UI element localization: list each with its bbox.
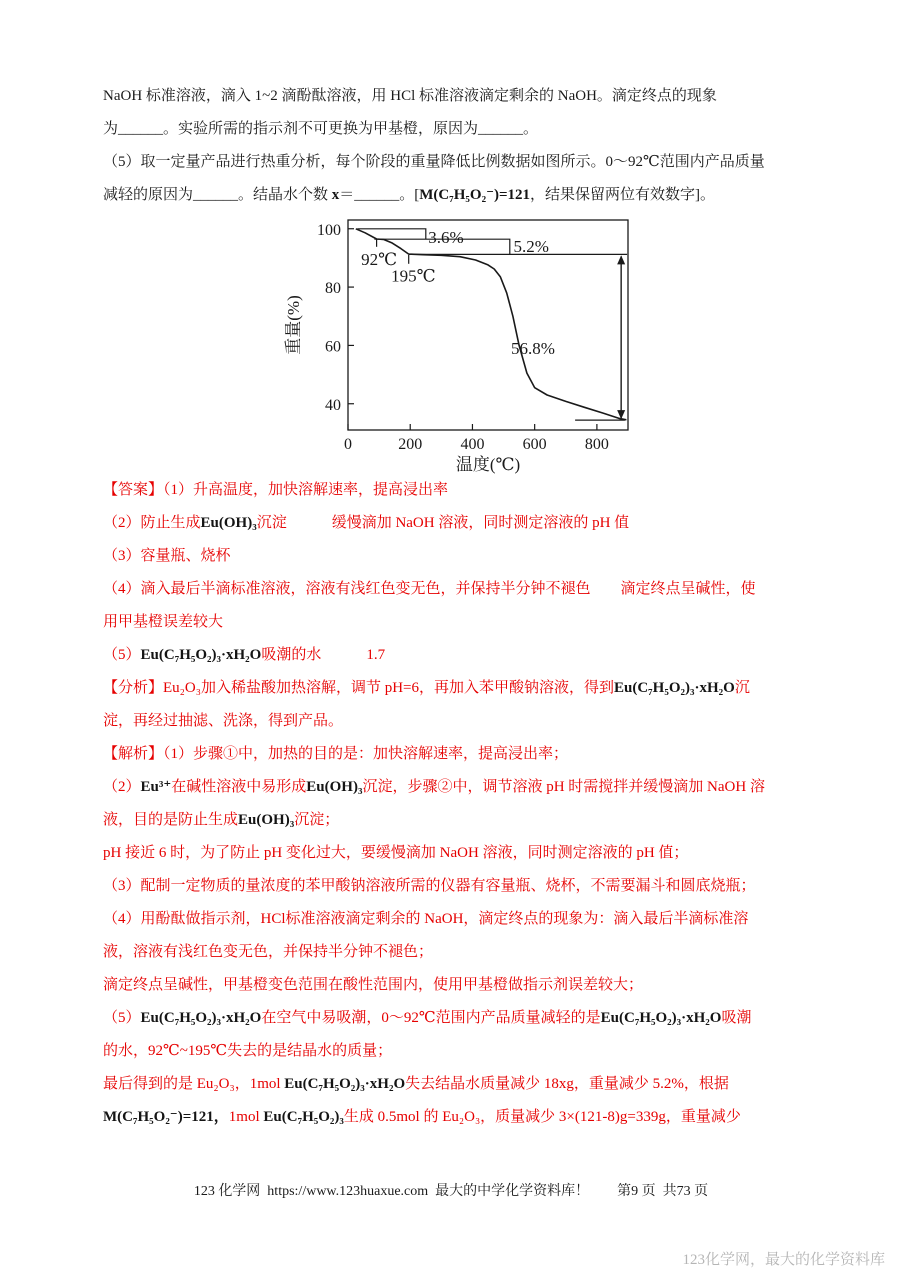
text-segment: 失去结晶水质量减少 18xg，重量减少 5.2%，根据 [405, 1076, 729, 1092]
text-segment: （3）配制一定物质的量浓度的苯甲酸钠溶液所需的仪器有容量瓶、烧杯，不需要漏斗和圆底烧瓶； [103, 878, 756, 894]
y-tick-label: 80 [325, 280, 341, 298]
watermark-text: 123化学网，最大的化学资料库 [682, 1252, 885, 1268]
text-line [103, 672, 815, 705]
text-line [103, 1035, 815, 1068]
tga-chart [283, 214, 693, 476]
text-segment: 【答案】（1）升高温度，加快溶解速率，提高浸出率 [103, 482, 449, 498]
text-segment: 液，目的是防止生成 [103, 812, 239, 828]
text-line [103, 474, 815, 507]
y-tick-label: 100 [317, 221, 341, 239]
chemical-formula: Eu(C₇H₅O₂)₃·xH₂O [600, 1010, 722, 1026]
chemical-formula: x [331, 187, 340, 203]
chemical-formula: Eu(OH)₃ [238, 812, 295, 828]
y-tick-label: 60 [325, 338, 341, 356]
chemical-formula: Eu³⁺ [140, 779, 172, 795]
text-segment: （4）滴入最后半滴标准溶液，溶液有浅红色变无色，并保持半分钟不褪色 滴定终点呈碱性，使 [103, 581, 756, 597]
text-segment: 【分析】Eu₂O₃加入稀盐酸加热溶解，调节 pH=6，再加入苯甲酸钠溶液，得到 [103, 680, 614, 696]
text-segment: 用甲基橙误差较大 [103, 614, 224, 630]
text-segment: 最后得到的是 Eu₂O₃，1mol [103, 1076, 285, 1092]
text-segment: （5） [103, 647, 141, 663]
text-line [103, 738, 815, 771]
text-line [103, 606, 815, 639]
text-segment: 在碱性溶液中易形成 [171, 779, 307, 795]
text-line [103, 113, 815, 146]
text-segment: 沉淀； [294, 812, 340, 828]
text-line [103, 639, 815, 672]
answer-analysis-block [103, 474, 815, 1134]
text-line [103, 573, 815, 606]
annotation-label: 92℃ [361, 250, 398, 270]
text-segment: （2） [103, 779, 141, 795]
text-line [103, 1002, 815, 1035]
x-tick-label: 0 [344, 436, 352, 453]
text-segment: 减轻的原因为______。结晶水个数 [103, 187, 332, 203]
text-line [103, 80, 815, 113]
text-line [103, 146, 815, 179]
y-axis-label: 重量(%) [284, 295, 303, 355]
text-segment: 在空气中易吸潮，0～92℃范围内产品质量减轻的是 [261, 1010, 601, 1026]
text-line [103, 1101, 815, 1134]
text-segment: 吸潮的水 1.7 [261, 647, 386, 663]
text-segment: 液，溶液有浅红色变无色，并保持半分钟不褪色； [103, 944, 434, 960]
text-segment: 为______。实验所需的指示剂不可更换为甲基橙，原因为______。 [103, 121, 539, 137]
text-segment: 沉淀，步骤②中，调节溶液 pH 时需搅拌并缓慢滴加 NaOH 溶 [362, 779, 765, 795]
text-segment: 的水，92℃~195℃失去的是结晶水的质量； [103, 1043, 393, 1059]
text-line [103, 804, 815, 837]
chemical-formula: Eu(C₇H₅O₂)₃·xH₂O [614, 680, 735, 696]
text-line [103, 771, 815, 804]
chemical-formula: Eu(OH)₃ [306, 779, 363, 795]
chemical-formula: ， [213, 1109, 229, 1125]
text-segment: 生成 0.5mol 的 Eu₂O₃，质量减少 3×(121-8)g=339g，重量减少 [343, 1109, 741, 1125]
text-line [103, 903, 815, 936]
text-segment: pH 接近 6 时，为了防止 pH 变化过大，要缓慢滴加 NaOH 溶液，同时测定溶液的 pH 值； [103, 845, 689, 861]
text-segment: 沉淀 缓慢滴加 NaOH 溶液，同时测定溶液的 pH 值 [256, 515, 630, 531]
text-line [103, 179, 815, 212]
text-segment: 淀，再经过抽滤、洗涤，得到产品。 [103, 713, 344, 729]
text-line [103, 540, 815, 573]
page-footer: 123 化学网 https://www.123huaxue.com 最大的中学化学资料库！ 第9 页 共73 页 [193, 1184, 709, 1199]
x-tick-label: 400 [460, 436, 485, 453]
text-segment: NaOH 标准溶液，滴入 1~2 滴酚酞溶液，用 HCl 标准溶液滴定剩余的 NaOH。滴定终点的现象 [103, 88, 717, 104]
text-segment: （5）取一定量产品进行热重分析，每个阶段的重量降低比例数据如图所示。0～92℃范围内产品质量 [103, 154, 765, 170]
chemical-formula: Eu(C₇H₅O₂)₃ [263, 1109, 344, 1125]
x-tick-label: 200 [398, 436, 423, 453]
text-line [103, 837, 815, 870]
text-segment: 沉 [734, 680, 750, 696]
text-line [103, 870, 815, 903]
chemical-formula: Eu(C₇H₅O₂)₃·xH₂O [140, 647, 262, 663]
text-line [103, 936, 815, 969]
chemical-formula: M(C₇H₅O₂⁻)=121 [419, 187, 531, 203]
annotation-label: 56.8% [510, 339, 555, 359]
chemical-formula: M(C₇H₅O₂⁻)=121 [103, 1109, 214, 1125]
chemical-formula: Eu(C₇H₅O₂)₃·xH₂O [140, 1010, 262, 1026]
text-line [103, 969, 815, 1002]
annotation-label: 3.6% [428, 227, 464, 247]
chemical-formula: Eu(C₇H₅O₂)₃·xH₂O [284, 1076, 406, 1092]
text-segment: ＝______。[ [339, 187, 420, 203]
text-segment: 【解析】（1）步骤①中，加热的目的是：加快溶解速率，提高浸出率； [103, 746, 569, 762]
text-segment: （5） [103, 1010, 141, 1026]
chemical-formula: Eu(OH)₃ [200, 515, 257, 531]
arrowhead-up-icon [617, 255, 625, 264]
question-text-block [103, 80, 815, 212]
text-segment: （3）容量瓶、烧杯 [103, 548, 231, 564]
text-line [103, 1068, 815, 1101]
text-segment: 滴定终点呈碱性，甲基橙变色范围在酸性范围内，使用甲基橙做指示剂误差较大； [103, 977, 644, 993]
text-line [103, 507, 815, 540]
text-line [103, 705, 815, 738]
text-segment: 吸潮 [721, 1010, 752, 1026]
text-segment: 1mol [228, 1109, 264, 1125]
text-segment: ，结果保留两位有效数字]。 [530, 187, 716, 203]
x-tick-label: 800 [584, 436, 609, 453]
x-axis-label: 温度(℃) [455, 455, 521, 474]
y-tick-label: 40 [325, 396, 341, 414]
tga-chart-svg [283, 214, 693, 476]
text-segment: （2）防止生成 [103, 515, 201, 531]
x-tick-label: 600 [522, 436, 547, 453]
annotation-label: 5.2% [513, 237, 549, 257]
text-segment: （4）用酚酞做指示剂，HCl标准溶液滴定剩余的 NaOH，滴定终点的现象为：滴入最后半滴标准溶 [103, 911, 749, 927]
annotation-label: 195℃ [391, 266, 436, 286]
